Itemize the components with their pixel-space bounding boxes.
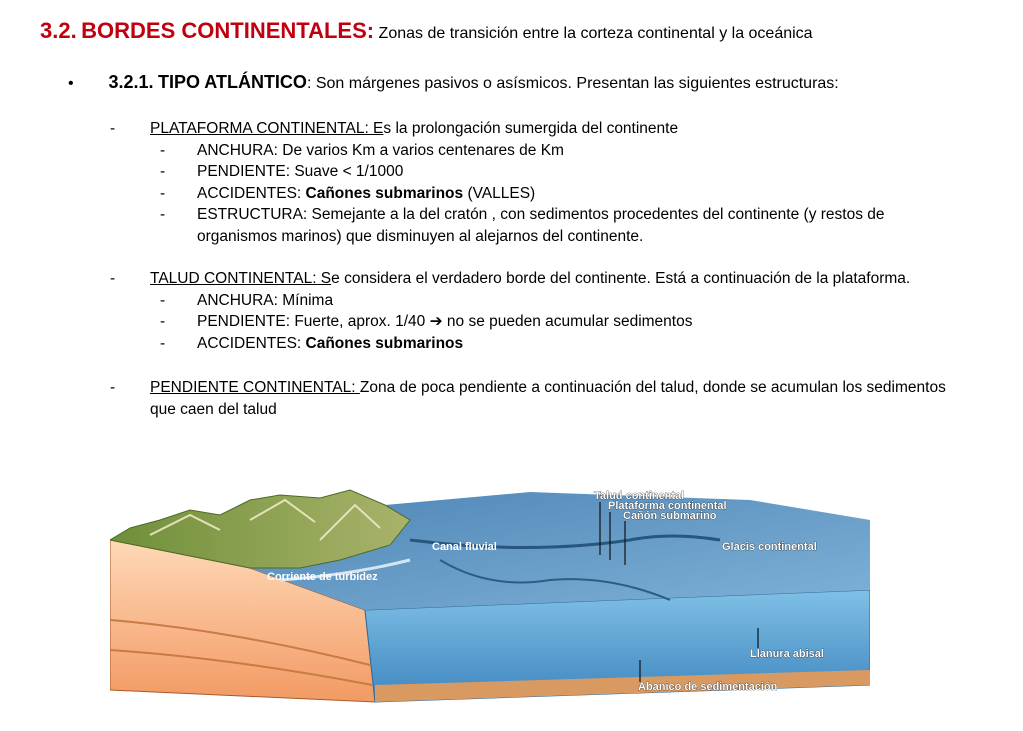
dash-marker: - bbox=[110, 120, 116, 137]
label-canon: Cañón submarino bbox=[623, 510, 717, 522]
list-item-text: PENDIENTE: Fuerte, aprox. 1/40 bbox=[197, 313, 430, 330]
list-item bbox=[110, 333, 990, 355]
subheading-name: TIPO ATLÁNTICO bbox=[157, 72, 307, 92]
dash-marker: - bbox=[160, 334, 166, 352]
list-item-text-post: no se pueden acumular sedimentos bbox=[442, 313, 693, 330]
list-item-bold: Cañones submarinos bbox=[305, 184, 464, 202]
label-glacis: Glacis continental bbox=[722, 541, 817, 553]
label-plataforma: Plataforma continental bbox=[608, 500, 727, 512]
list-item-text: ACCIDENTES: bbox=[197, 334, 306, 352]
list-item-text: ACCIDENTES: bbox=[197, 184, 306, 202]
list-item bbox=[110, 183, 990, 205]
dash-marker: - bbox=[110, 379, 116, 396]
subheading-description: : Son márgenes pasivos o asísmicos. Presentan las siguientes estructuras: bbox=[306, 75, 839, 92]
dash-marker: - bbox=[160, 163, 166, 180]
section-heading: PENDIENTE CONTINENTAL: bbox=[150, 379, 360, 396]
list-item bbox=[110, 204, 990, 226]
list-item-text: ANCHURA: Mínima bbox=[197, 291, 334, 309]
section-heading-rest: Zona de poca pendiente a continuación del talud, donde se acumulan los sedimentos bbox=[359, 379, 946, 396]
dash-marker: - bbox=[160, 141, 166, 159]
list-item bbox=[110, 161, 990, 183]
dash-marker: - bbox=[160, 291, 166, 309]
list-item-text: PENDIENTE: Suave < 1/1000 bbox=[197, 163, 404, 180]
label-talud: Talud continental bbox=[594, 490, 685, 502]
list-item-text: ANCHURA: De varios Km a varios centenares de Km bbox=[197, 141, 564, 159]
list-item-text-post: (VALLES) bbox=[463, 184, 536, 202]
diagram-svg bbox=[110, 480, 870, 705]
section-pendiente bbox=[110, 377, 990, 420]
section-talud bbox=[110, 268, 990, 354]
arrow-right-icon: ➔ bbox=[429, 313, 443, 330]
label-turbidez: Corriente de turbidez bbox=[267, 571, 378, 583]
section-heading-row bbox=[110, 268, 990, 290]
continental-margin-diagram bbox=[110, 480, 870, 705]
list-item-text: ESTRUCTURA: Semejante a la del cratón , con sedimentos procedentes del continente (y restos de bbox=[197, 206, 885, 223]
label-llanura: Llanura abisal bbox=[750, 648, 824, 660]
title-number: 3.2. bbox=[40, 18, 77, 43]
list-item-continuation bbox=[110, 226, 990, 248]
title-heading: BORDES CONTINENTALES: bbox=[81, 18, 375, 43]
section-heading: PLATAFORMA CONTINENTAL: E bbox=[150, 120, 384, 137]
dash-marker: - bbox=[160, 184, 166, 202]
subheading-number: 3.2.1. bbox=[108, 72, 154, 92]
section-heading-rest: e considera el verdadero borde del continente. Está a continuación de la plataforma. bbox=[331, 270, 911, 287]
label-canal: Canal fluvial bbox=[432, 541, 497, 553]
page-title bbox=[40, 18, 813, 44]
section-plataforma bbox=[110, 118, 990, 247]
section-heading-row bbox=[110, 118, 990, 140]
dash-marker: - bbox=[160, 206, 166, 223]
dash-marker: - bbox=[110, 270, 116, 287]
bullet-icon: • bbox=[68, 75, 74, 92]
label-abanico: Abanico de sedimentación bbox=[638, 681, 778, 693]
dash-marker: - bbox=[160, 313, 166, 330]
section-heading-row bbox=[110, 377, 990, 399]
list-item bbox=[110, 311, 990, 333]
subheading bbox=[68, 72, 839, 93]
list-item-text: organismos marinos) que disminuyen al alejarnos del continente. bbox=[197, 227, 644, 245]
section-continuation bbox=[110, 399, 990, 421]
section-continuation-text: que caen del talud bbox=[150, 400, 277, 418]
list-item-bold: Cañones submarinos bbox=[305, 334, 464, 352]
section-heading-rest: s la prolongación sumergida del continente bbox=[383, 120, 679, 137]
list-item bbox=[110, 290, 990, 312]
title-subtitle: Zonas de transición entre la corteza continental y la oceánica bbox=[378, 25, 813, 42]
list-item bbox=[110, 140, 990, 162]
section-heading: TALUD CONTINENTAL: S bbox=[150, 270, 332, 287]
